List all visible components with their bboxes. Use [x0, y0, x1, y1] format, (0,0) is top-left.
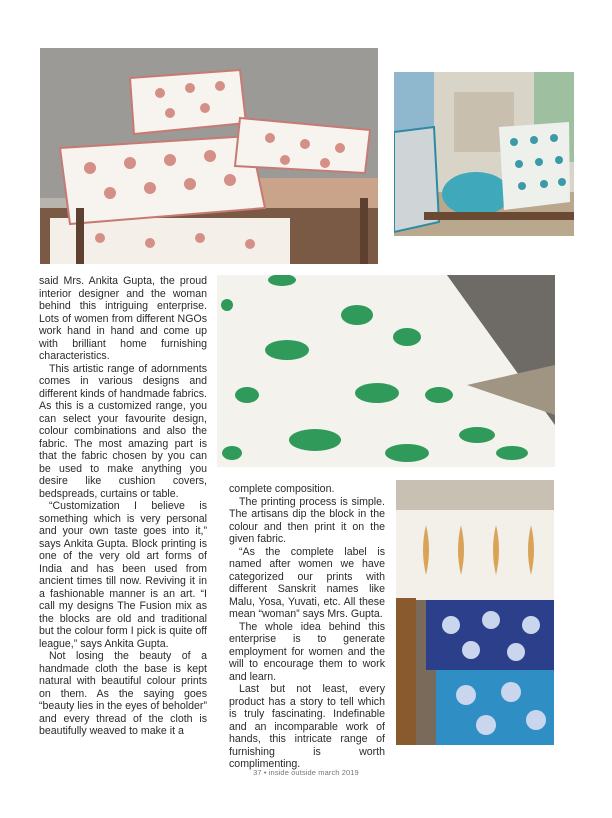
bolster-and-blue-cushions-photo	[396, 480, 554, 745]
paragraph: This artistic range of adornments comes in various designs and different kinds of handmade fabrics. As this is a customized range, you can select your favourite design, colour combinations and also the fabric. The most amazing part is that the fabric chosen by you can be used to make anything you desire like cushion covers, bedspreads, curtains or table.	[39, 362, 207, 500]
paragraph: complete composition.	[229, 483, 335, 495]
pink-block-print-pillows-photo	[40, 48, 378, 264]
article-column-2	[229, 483, 385, 771]
paragraph: “Customization I believe is something which is very personal and your own taste goes into it,” says Ankita Gupta. Block printing is one of the very old art forms of India and has been used from ancient times till now. Reviving it in a fashionable manner is an art. “I call my designs The Fusion mix as the blocks are old and traditional but the colour form I pick is quite off league,” says Ankita Gupta.	[39, 500, 207, 650]
paragraph: “As the complete label is named after women we have categorized our prints with different Sanskrit names like Malu, Yosa, Yuvati, etc. All these mean “woman” says Mrs. Gupta.	[229, 545, 385, 620]
article-column-1	[39, 275, 207, 738]
paragraph: Last but not least, every product has a story to tell which is truly fascinating. Indefinable and an incomparable work of hands, this intricate range of furnishing is worth complimenting.	[229, 683, 385, 770]
paragraph: The printing process is simple. The artisans dip the block in the colour and then print it on the given fabric.	[229, 495, 385, 545]
paragraph: Not losing the beauty of a handmade cloth the base is kept natural with beautiful colour prints on them. As the saying goes “beauty lies in the eyes of beholder” and every thread of the cloth is beautifully weaved to make it a	[39, 650, 207, 737]
paragraph: said Mrs. Ankita Gupta, the proud interior designer and the woman behind this intriguing enterprise. Lots of women from different NGOs work hand in hand and come up with brilliant home furnishing characteristics.	[39, 275, 207, 362]
green-block-print-fabric-photo	[217, 275, 555, 467]
teal-cushions-room-photo	[394, 72, 574, 236]
page-footer: 37 • inside outside march 2019	[253, 768, 359, 777]
paragraph: The whole idea behind this enterprise is to generate employment for women and the will to encourage them to work and learn.	[229, 620, 385, 683]
